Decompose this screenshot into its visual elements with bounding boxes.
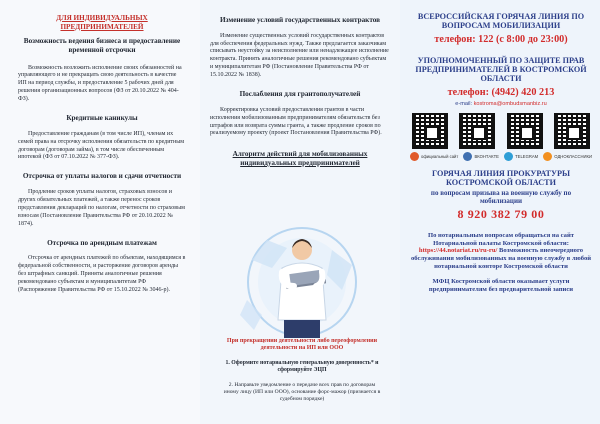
email-line <box>408 101 594 107</box>
social-links <box>408 152 594 161</box>
qr-code-icon[interactable] <box>459 113 495 149</box>
section-text: Изменение существенных условий государственных контрактов для обеспечения федеральных нужд. Также предлагается заказчикам списывать неустойку за неисполнение или ненадлежащее исполнение контракта. Принять аналогичные решения рекомендовано субъектам и муниципалитетам РФ (Постановление Правительства РФ от 15.10.2022 № 1838). <box>210 32 389 79</box>
qr-codes <box>408 113 594 149</box>
hotline-phone: телефон: 122 (с 8:00 до 23:00) <box>434 33 568 45</box>
vk-icon <box>463 152 472 161</box>
section-text: Возможность возложить исполнение своих обязанностей на управляющего и не прекращать свою деятельность в качестве ИП на период службы, и предоставление 5 рабочих дней для решения организационных вопросов (ФЗ от 20.10.2022 № 404-ФЗ). <box>18 64 182 103</box>
notary-text <box>408 232 594 270</box>
globe-icon <box>410 152 419 161</box>
social-label: ВКОНТАКТЕ <box>474 153 499 159</box>
notary-priority: Возможность внеочередного обслуживания мобилизованных на военную службу в любой нотариальной конторе Костромской области <box>410 247 592 270</box>
entrepreneur-illustration <box>232 220 372 340</box>
social-label: официальный сайт <box>421 153 459 159</box>
steps-intro: При прекращении деятельности либо переоформлении деятельности на ИП или ООО <box>226 338 378 352</box>
step-1: 1. Оформите нотариальную генеральную доверенность* и сформируйте ЭЦП <box>225 360 379 374</box>
section-text: Отсрочка от арендных платежей по объектам, находящимся в федеральной собственности, и расторжение договоров аренды без штрафных санкций. Приняты аналогичные решения рекомендовано субъектам и муниципалитетам РФ (Распоряжение Правительства РФ от 15.10.2022 № 3046-р). <box>18 255 186 293</box>
social-ok[interactable] <box>543 152 592 161</box>
section-text: Предоставление гражданам (в том числе ИП), членам их семей права на отсрочку исполнения обязательств по кредитным договорам (договорам займа), в том числе обеспеченным ипотекой (ФЗ от 07.10.2022 № 377-ФЗ). <box>18 130 185 161</box>
column-individual-entrepreneurs <box>0 0 200 424</box>
qr-code-icon[interactable] <box>412 113 448 149</box>
telegram-icon <box>504 152 513 161</box>
prosecutor-phone: 8 920 382 79 00 <box>457 207 545 222</box>
section-heading: Отсрочка по арендным платежам <box>47 238 157 247</box>
man-with-laptop-icon <box>232 220 372 340</box>
step-2: 2. Направьте уведомление о передаче всех прав по договорам иному лицу (ИП или ООО), основание форс-мажор (признается в судебном порядке) <box>223 382 381 402</box>
ombudsman-title: УПОЛНОМОЧЕННЫЙ ПО ЗАЩИТЕ ПРАВ ПРЕДПРИНИМАТЕЛЕЙ В КОСТРОМСКОЙ ОБЛАСТИ <box>415 55 587 84</box>
section-heading: Кредитные каникулы <box>66 114 138 123</box>
social-telegram[interactable] <box>504 152 538 161</box>
section-heading: Изменение условий государственных контрактов <box>219 16 381 24</box>
ombudsman-phone: телефон: (4942) 420 213 <box>447 86 555 98</box>
social-label: TELEGRAM <box>515 153 539 159</box>
algorithm-title: Алгоритм действий для мобилизованных индивидуальных предпринимателей <box>232 150 368 167</box>
social-vk[interactable] <box>463 152 498 161</box>
qr-code-icon[interactable] <box>507 113 543 149</box>
section-heading: Возможность ведения бизнеса и предоставление временной отсрочки <box>23 37 181 54</box>
section-heading: Послабления для грантополучателей <box>239 90 361 99</box>
section-heading: Отсрочка от уплаты налогов и сдачи отчетности <box>22 172 182 181</box>
column-contracts-algorithm <box>200 0 400 424</box>
email-label: e-mail: <box>455 100 473 107</box>
algorithm-steps <box>222 338 382 402</box>
qr-code-icon[interactable] <box>554 113 590 149</box>
section-text: Продление сроков уплаты налогов, страховых взносов и других обязательных платежей, а также перенос сроков представления деклараций по налогам, отчетности по страховым взносам (Постановление Правительства РФ от 20.10.2022 № 1874). <box>18 189 185 227</box>
email-link[interactable]: kostroma@ombudsmanbiz.ru <box>473 100 547 107</box>
hotline-title: ВСЕРОССИЙСКАЯ ГОРЯЧАЯ ЛИНИЯ ПО ВОПРОСАМ МОБИЛИЗАЦИИ <box>417 12 585 31</box>
notary-intro: По нотариальным вопросам обращаться на сайт Нотариальной палаты Костромской области: <box>427 232 575 247</box>
ok-icon <box>543 152 552 161</box>
column-contacts <box>400 0 600 424</box>
prosecutor-subtitle: по вопросам призыва на военную службу по мобилизации <box>430 189 572 206</box>
social-site[interactable] <box>410 152 458 161</box>
social-label: ОДНОКЛАССНИКИ <box>554 153 592 159</box>
prosecutor-title: ГОРЯЧАЯ ЛИНИЯ ПРОКУРАТУРЫ КОСТРОМСКОЙ ОБЛАСТИ <box>431 168 571 187</box>
col1-title: ДЛЯ ИНДИВИДУАЛЬНЫХ ПРЕДПРИНИМАТЕЛЕЙ <box>56 14 148 31</box>
mfc-text: МФЦ Костромской области оказывает услуги предпринимателям без предварительной записи <box>428 278 574 293</box>
notary-link[interactable]: https://44.notariat.ru/ru-ru/ <box>418 247 498 255</box>
section-text: Корректировка условий предоставления грантов в части исполнения мобилизованным предпринимателям обязательств без штрафов или возврата суммы гранта, а также продление сроков по реализуемому проекту (проект Постановления Правительства РФ). <box>210 106 382 137</box>
